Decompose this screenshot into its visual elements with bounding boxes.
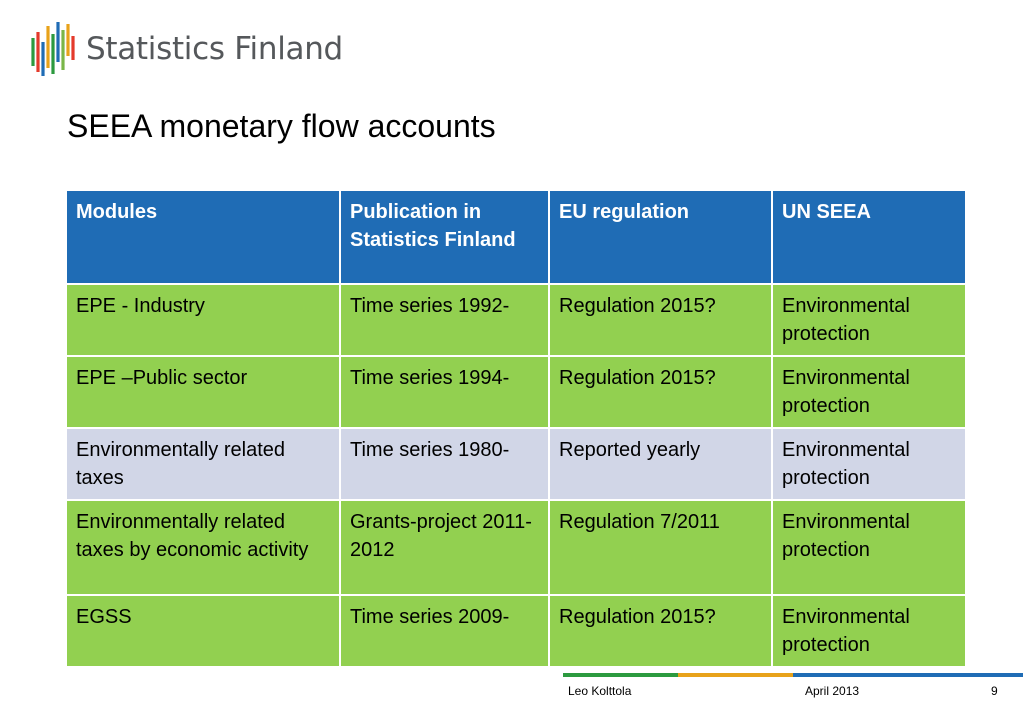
table-cell: Regulation 7/2011 [549, 500, 772, 595]
table-cell: Time series 1994- [340, 356, 549, 428]
table-cell: Regulation 2015? [549, 595, 772, 667]
table-row [66, 595, 966, 667]
table-cell: EPE - Industry [66, 284, 340, 356]
table-cell: Environmental protection [772, 284, 966, 356]
table-row [66, 284, 966, 356]
header-eu-regulation: EU regulation [549, 190, 772, 284]
table-cell: Environmental protection [772, 356, 966, 428]
footer-bar-green [563, 673, 678, 677]
table-cell: EGSS [66, 595, 340, 667]
table-row [66, 428, 966, 500]
table-cell: Environmental protection [772, 595, 966, 667]
table-cell: Grants-project 2011-2012 [340, 500, 549, 595]
table-cell: Time series 2009- [340, 595, 549, 667]
table-cell: Time series 1980- [340, 428, 549, 500]
header-modules: Modules [66, 190, 340, 284]
slide-title: SEEA monetary flow accounts [67, 108, 496, 144]
table-row [66, 500, 966, 595]
statistics-finland-logo [30, 22, 343, 78]
table-cell: Environmental protection [772, 500, 966, 595]
table-row [66, 356, 966, 428]
table-header-row [66, 190, 966, 284]
table-cell: Environmental protection [772, 428, 966, 500]
table-cell: EPE –Public sector [66, 356, 340, 428]
table-cell: Reported yearly [549, 428, 772, 500]
header-publication: Publication in Statistics Finland [340, 190, 549, 284]
footer-bar-blue [793, 673, 908, 677]
table-cell: Time series 1992- [340, 284, 549, 356]
logo-text: Statistics Finland [86, 31, 343, 67]
table-cell: Environmentally related taxes by economic activity [66, 500, 340, 595]
seea-table [65, 189, 967, 668]
footer-date: April 2013 [805, 684, 860, 698]
table-cell: Regulation 2015? [549, 284, 772, 356]
statistics-finland-logo-icon [30, 22, 76, 78]
footer-bar-orange [678, 673, 793, 677]
header-un-seea: UN SEEA [772, 190, 966, 284]
table-cell: Environmentally related taxes [66, 428, 340, 500]
footer-bar-blue-2 [908, 673, 1023, 677]
footer-author: Leo Kolttola [568, 684, 632, 698]
footer-page-number: 9 [991, 684, 998, 698]
table-cell: Regulation 2015? [549, 356, 772, 428]
